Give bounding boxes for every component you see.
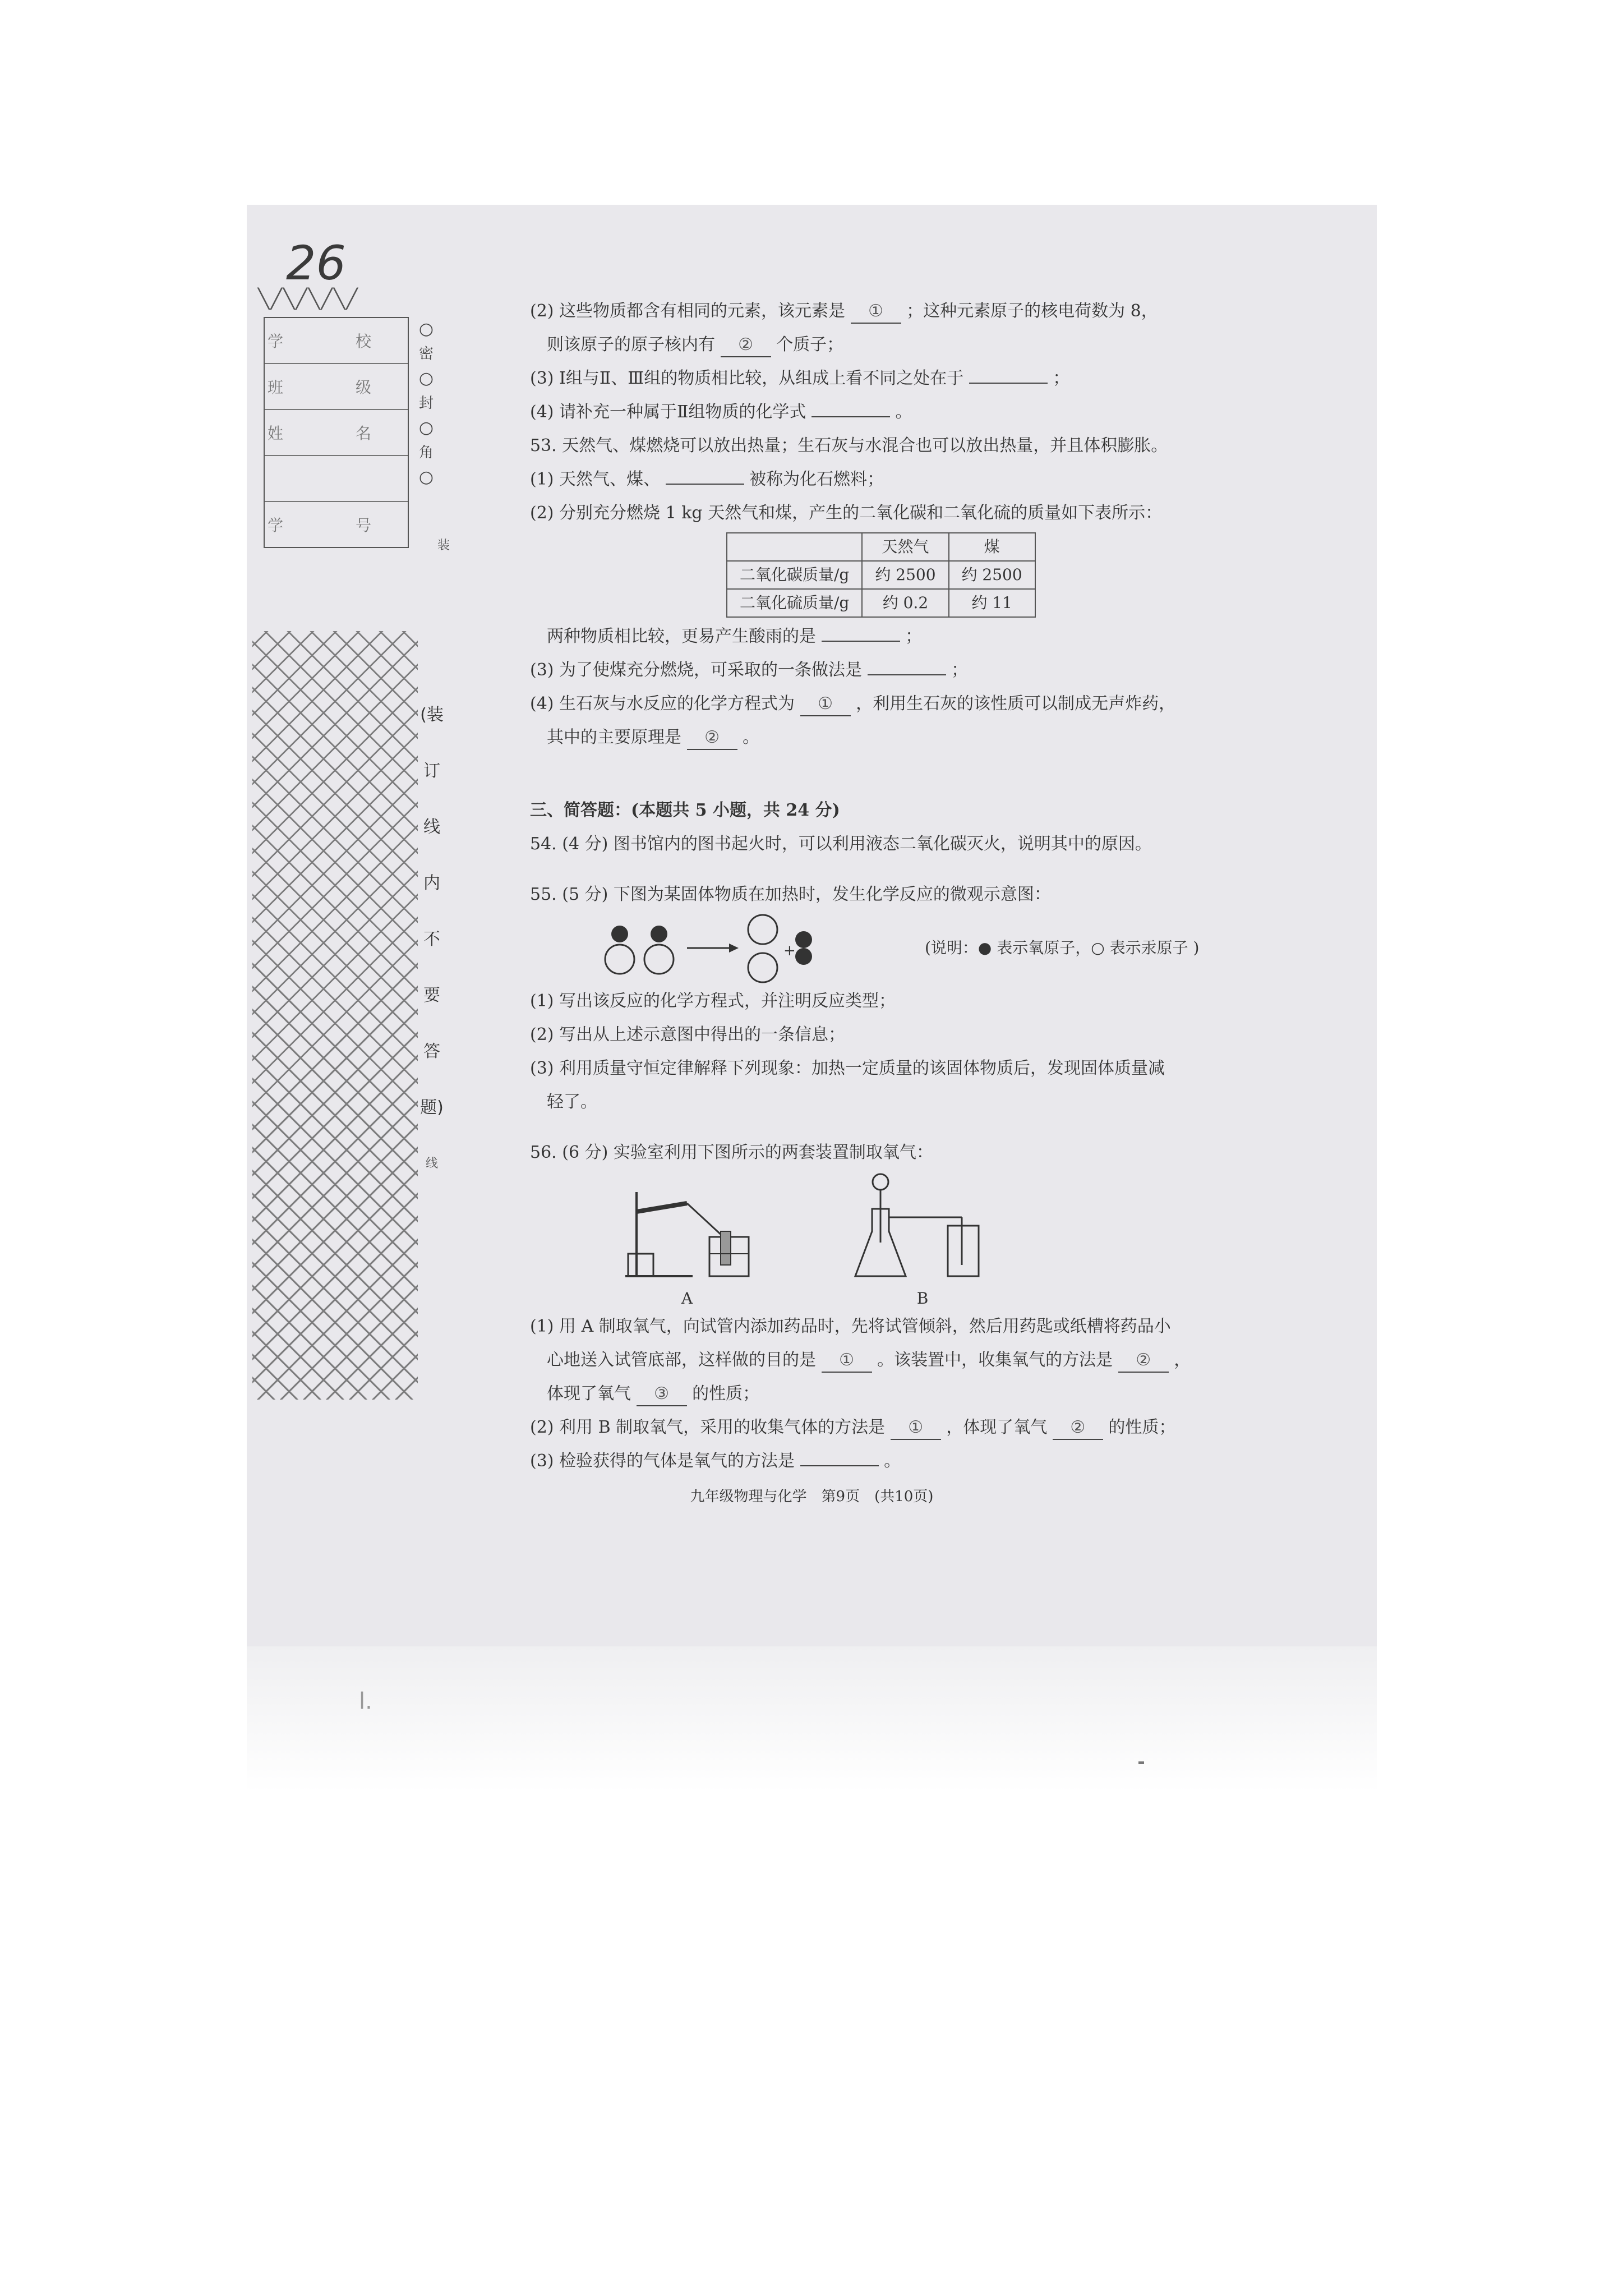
seal-char: ○ bbox=[418, 467, 434, 487]
text: (3) 检验获得的气体是氧气的方法是 bbox=[530, 1451, 795, 1471]
q55-part1: (1) 写出该反应的化学方程式，并注明反应类型； bbox=[530, 991, 896, 1011]
seal-column bbox=[412, 317, 440, 490]
exam-content bbox=[530, 295, 1338, 1478]
q56-part3 bbox=[530, 1444, 1338, 1478]
scan-speck bbox=[1138, 1761, 1144, 1764]
text: 心地送入试管底部，这样做的目的是 bbox=[547, 1350, 816, 1370]
text: ， bbox=[1174, 1350, 1191, 1370]
text: (2) 利用 B 制取氧气，采用的收集气体的方法是 bbox=[530, 1418, 886, 1437]
table-cell: 二氧化碳质量/g bbox=[727, 561, 862, 589]
binding-char: 答 bbox=[423, 1042, 440, 1061]
scan-lower-region bbox=[247, 1646, 1377, 1792]
text: 的性质； bbox=[1108, 1418, 1176, 1437]
table-cell: 煤 bbox=[949, 533, 1035, 561]
text: ； bbox=[951, 660, 969, 680]
heating-apparatus-figure bbox=[614, 1170, 760, 1287]
blank-field bbox=[265, 456, 408, 502]
plus-sign: + bbox=[783, 942, 796, 959]
q53-part1 bbox=[530, 463, 1338, 496]
apparatus-b-label: B bbox=[916, 1289, 929, 1308]
page-footer: 九年级物理与化学 第9页 (共10页) bbox=[690, 1488, 934, 1505]
q53-part4-line1 bbox=[530, 687, 1338, 721]
binding-small-char: 线 bbox=[425, 1157, 438, 1171]
q56-part1-line1: (1) 用 A 制取氧气，向试管内添加药品时，先将试管倾斜，然后用药匙或纸槽将药品小 bbox=[530, 1317, 1171, 1336]
seal-char: ○ bbox=[418, 319, 434, 339]
binding-char: (装 bbox=[420, 705, 444, 725]
diagram-legend: (说明：● 表示氧原子，○ 表示汞原子 ) bbox=[925, 938, 1200, 957]
table-cell: 约 2500 bbox=[862, 561, 948, 589]
answer-blank[interactable]: ② bbox=[1053, 1416, 1103, 1440]
q53-part3 bbox=[530, 654, 1338, 687]
text: 其中的主要原理是 bbox=[547, 728, 681, 747]
mercury-atom bbox=[748, 953, 777, 982]
oxygen-atom bbox=[795, 948, 812, 965]
emission-table bbox=[726, 532, 1036, 618]
q53-stem: 53. 天然气、煤燃烧可以放出热量；生石灰与水混合也可以放出热量，并且体积膨胀。 bbox=[530, 436, 1168, 455]
oxygen-atom bbox=[651, 926, 667, 942]
answer-blank[interactable] bbox=[666, 484, 744, 485]
answer-blank[interactable] bbox=[811, 416, 890, 417]
apparatus-a-label: A bbox=[681, 1289, 693, 1308]
table-cell bbox=[727, 533, 862, 561]
text: (4) 请补充一种属于Ⅱ组物质的化学式 bbox=[530, 402, 806, 422]
seal-char: 封 bbox=[418, 395, 434, 412]
answer-blank[interactable]: ③ bbox=[637, 1383, 687, 1406]
table-row bbox=[727, 589, 1035, 617]
text: (1) 天然气、煤、 bbox=[530, 470, 661, 489]
text: 两种物质相比较，更易产生酸雨的是 bbox=[547, 627, 816, 646]
binding-char: 题) bbox=[420, 1098, 444, 1117]
answer-blank[interactable]: ② bbox=[687, 726, 737, 750]
text: 的性质； bbox=[692, 1384, 760, 1404]
text: (3) Ⅰ组与Ⅱ、Ⅲ组的物质相比较，从组成上看不同之处在于 bbox=[530, 369, 964, 388]
answer-blank[interactable]: ① bbox=[851, 300, 901, 324]
text: 。 bbox=[743, 728, 760, 747]
apparatus-a bbox=[614, 1170, 760, 1310]
reaction-diagram bbox=[603, 912, 1338, 984]
q56-part1-line2 bbox=[530, 1343, 1338, 1377]
table-cell: 天然气 bbox=[862, 533, 948, 561]
text: ；这种元素原子的核电荷数为 8， bbox=[906, 301, 1158, 321]
answer-blank[interactable]: ① bbox=[800, 693, 851, 716]
wavy-border: ╲╱╲╱╲╱╲╱ bbox=[258, 288, 359, 310]
text: ，体现了氧气 bbox=[946, 1418, 1048, 1437]
q56-part1-line3 bbox=[530, 1377, 1338, 1411]
table-row bbox=[727, 561, 1035, 589]
q52-part4 bbox=[530, 395, 1338, 429]
arrow-head bbox=[729, 944, 739, 953]
text: 则该原子的原子核内有 bbox=[547, 335, 715, 355]
text: (3) 为了使煤充分燃烧，可采取的一条做法是 bbox=[530, 660, 863, 680]
answer-blank[interactable]: ② bbox=[721, 334, 771, 357]
text: ； bbox=[905, 627, 923, 646]
handwritten-number: 26 bbox=[286, 236, 346, 291]
mercury-atom bbox=[748, 915, 777, 944]
seal-char: ○ bbox=[418, 418, 434, 438]
binding-char: 线 bbox=[423, 817, 440, 837]
text: 。 bbox=[895, 402, 912, 422]
class-field: 班 级 bbox=[265, 364, 408, 410]
text: 。该装置中，收集氧气的方法是 bbox=[877, 1350, 1113, 1370]
seal-char: ○ bbox=[418, 369, 434, 388]
table-cell: 约 11 bbox=[949, 589, 1035, 617]
mercury-atom bbox=[605, 945, 634, 974]
school-field: 学 校 bbox=[265, 318, 408, 364]
q55-stem: 55. (5 分) 下图为某固体物质在加热时，发生化学反应的微观示意图： bbox=[530, 885, 1051, 904]
exam-page bbox=[247, 205, 1377, 1646]
q52-part2-line2 bbox=[530, 328, 1338, 362]
name-field: 姓 名 bbox=[265, 410, 408, 456]
answer-blank[interactable] bbox=[969, 383, 1048, 384]
q55-part3-line1: (3) 利用质量守恒定律解释下列现象：加热一定质量的该固体物质后，发现固体质量减 bbox=[530, 1059, 1165, 1078]
oxygen-atom bbox=[611, 926, 628, 942]
text: (4) 生石灰与水反应的化学方程式为 bbox=[530, 694, 795, 714]
q55-part2: (2) 写出从上述示意图中得出的一条信息； bbox=[530, 1025, 846, 1045]
binding-line-column bbox=[415, 687, 449, 1192]
binding-char: 内 bbox=[423, 873, 440, 893]
answer-blank[interactable]: ② bbox=[1118, 1349, 1169, 1373]
oxygen-atom bbox=[795, 931, 812, 948]
seal-char: 密 bbox=[418, 346, 434, 362]
answer-blank[interactable] bbox=[822, 641, 900, 642]
text: 。 bbox=[884, 1451, 901, 1471]
text: 被称为化石燃料； bbox=[749, 470, 884, 489]
mercury-atom bbox=[644, 945, 674, 974]
q55-part3-line2: 轻了。 bbox=[547, 1092, 597, 1112]
table-cell: 约 2500 bbox=[949, 561, 1035, 589]
q56-stem: 56. (6 分) 实验室利用下图所示的两套装置制取氧气： bbox=[530, 1143, 933, 1162]
binding-char: 订 bbox=[423, 761, 440, 781]
table-header-row bbox=[727, 533, 1035, 561]
hatch-pattern bbox=[252, 631, 418, 1400]
text: ，利用生石灰的该性质可以制成无声炸药， bbox=[856, 694, 1176, 714]
text: 体现了氧气 bbox=[547, 1384, 631, 1404]
q56-part2 bbox=[530, 1411, 1338, 1444]
q53-compare bbox=[530, 620, 1338, 654]
binding-char: 不 bbox=[423, 930, 440, 949]
text: ； bbox=[1053, 369, 1070, 388]
text: (2) 这些物质都含有相同的元素，该元素是 bbox=[530, 301, 846, 321]
answer-blank[interactable]: ① bbox=[891, 1416, 941, 1440]
student-number-field: 学 号 bbox=[268, 516, 405, 535]
section-3-title: 三、简答题：(本题共 5 小题，共 24 分) bbox=[530, 800, 840, 820]
table-cell: 约 0.2 bbox=[862, 589, 948, 617]
table-cell: 二氧化硫质量/g bbox=[727, 589, 862, 617]
answer-blank[interactable]: ① bbox=[822, 1349, 872, 1373]
answer-blank[interactable] bbox=[868, 674, 946, 675]
q53-part4-line2 bbox=[530, 721, 1338, 754]
flask-apparatus-figure bbox=[850, 1170, 995, 1287]
seal-small-mark: 装 bbox=[437, 539, 450, 553]
scan-mark: l. bbox=[359, 1688, 372, 1714]
answer-blank[interactable] bbox=[800, 1465, 879, 1466]
q54-stem: 54. (4 分) 图书馆内的图书起火时，可以利用液态二氧化碳灭火，说明其中的原因。 bbox=[530, 834, 1152, 854]
molecule-diagram bbox=[603, 912, 917, 984]
binding-char: 要 bbox=[423, 986, 440, 1005]
seal-char: 角 bbox=[418, 444, 434, 461]
apparatus-b bbox=[850, 1170, 995, 1310]
student-info-box bbox=[264, 317, 409, 548]
q52-part2-line1 bbox=[530, 295, 1338, 328]
text: 个质子； bbox=[776, 335, 844, 355]
q53-part2: (2) 分别充分燃烧 1 kg 天然气和煤，产生的二氧化碳和二氧化硫的质量如下表所示： bbox=[530, 503, 1163, 523]
apparatus-figures bbox=[614, 1170, 1338, 1310]
q52-part3 bbox=[530, 362, 1338, 395]
